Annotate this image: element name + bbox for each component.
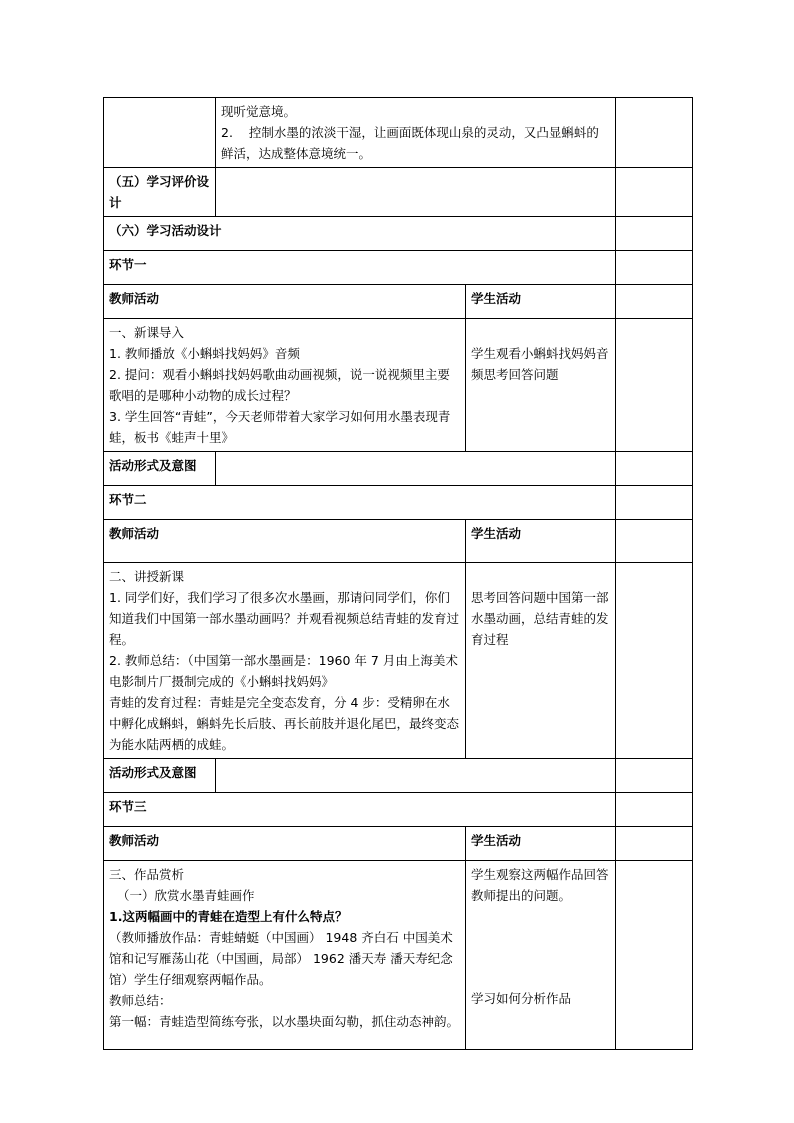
text-line: 学生观察这两幅作品回答教师提出的问题。 [471,867,609,903]
teacher-activity [104,319,466,452]
teacher-header: 教师活动 [104,827,466,861]
content-row [104,861,693,1050]
empty-cell [216,759,616,793]
header-row [104,827,693,861]
text-line: 学生观看小蝌蚪找妈妈音频思考回答问题 [471,346,609,382]
text-line: 教师总结： [109,993,172,1008]
student-header: 学生活动 [466,285,616,319]
text-line: 三、作品赏析 [109,867,185,882]
section-title-row [104,793,693,827]
text-line: 青蛙的发育过程：青蛙是完全变态发育，分 4 步：受精卵在水中孵化成蝌蚪，蝌蚪先长后肢、再长前肢并退化尾巴，最终变态为能水陆两栖的成蛙。 [109,695,460,752]
text-line: 思考回答问题中国第一部水墨动画，总结青蛙的发育过程 [471,590,609,647]
student-activity [466,319,616,452]
empty-cell [616,520,693,563]
text-line: （一）欣赏水墨青蛙画作 [117,888,255,903]
continuation-row [104,98,693,168]
activity-title-row [104,217,693,251]
form-row [104,452,693,486]
text-line: 2. 教师总结：（中国第一部水墨画是：1960 年 7 月由上海美术电影制片厂摄制完成的《小蝌蚪找妈妈》 [109,653,458,689]
empty-cell [616,285,693,319]
student-header: 学生活动 [466,827,616,861]
eval-label: （五）学习评价设计 [104,168,216,217]
form-label: 活动形式及意图 [104,759,216,793]
empty-cell [216,452,616,486]
teacher-header: 教师活动 [104,285,466,319]
empty-cell [616,827,693,861]
question-line: 1.这两幅画中的青蛙在造型上有什么特点？ [109,909,348,924]
empty-cell [616,98,693,168]
text-line: 学习如何分析作品 [471,991,572,1006]
empty-cell [616,563,693,759]
text-line: （教师播放作品：青蛙蜻蜓（中国画） 1948 齐白石 中国美术馆和记写雁荡山花（中国画，局部） 1962 潘天寿 潘天寿纪念馆）学生仔细观察两幅作品。 [109,930,453,987]
content-row [104,563,693,759]
text-line: 第一幅：青蛙造型简练夸张，以水墨块面勾勒，抓住动态神韵。 [109,1014,460,1029]
section-title: 环节二 [104,486,616,520]
header-row [104,520,693,563]
teacher-activity [104,861,466,1050]
text-line: 1. 教师播放《小蝌蚪找妈妈》音频 [109,346,300,361]
teacher-header: 教师活动 [104,520,466,563]
text-line: 现听觉意境。 [221,104,297,119]
eval-row [104,168,693,217]
text-line: 2. 控制水墨的浓淡干湿，让画面既体现山泉的灵动，又凸显蝌蚪的鲜活，达成整体意境统一。 [221,125,599,161]
section-title-row [104,251,693,285]
student-activity [466,861,616,1050]
form-label: 活动形式及意图 [104,452,216,486]
empty-cell [616,251,693,285]
content-row [104,319,693,452]
form-row [104,759,693,793]
empty-cell [616,168,693,217]
text-line: 一、新课导入 [109,325,185,340]
student-activity [466,563,616,759]
text-line: 2. 提问：观看小蝌蚪找妈妈歌曲动画视频，说一说视频里主要歌唱的是哪种小动物的成长过程？ [109,367,450,403]
empty-cell [616,793,693,827]
text-line: 3. 学生回答“青蛙”，今天老师带着大家学习如何用水墨表现青蛙，板书《蛙声十里》 [109,409,451,445]
section-title: 环节三 [104,793,616,827]
header-row [104,285,693,319]
empty-cell [104,98,216,168]
activity-title: （六）学习活动设计 [104,217,616,251]
text-line: 二、讲授新课 [109,569,185,584]
empty-cell [616,217,693,251]
empty-cell [216,168,616,217]
text-line: 1. 同学们好，我们学习了很多次水墨画，那请问同学们，你们知道我们中国第一部水墨动画吗？并观看视频总结青蛙的发育过程。 [109,590,460,647]
empty-cell [616,861,693,1050]
continuation-text [216,98,616,168]
empty-cell [616,319,693,452]
section-title: 环节一 [104,251,616,285]
lesson-plan-table [103,97,693,1050]
teacher-activity [104,563,466,759]
empty-cell [616,452,693,486]
section-title-row [104,486,693,520]
student-header: 学生活动 [466,520,616,563]
empty-cell [616,759,693,793]
empty-cell [616,486,693,520]
